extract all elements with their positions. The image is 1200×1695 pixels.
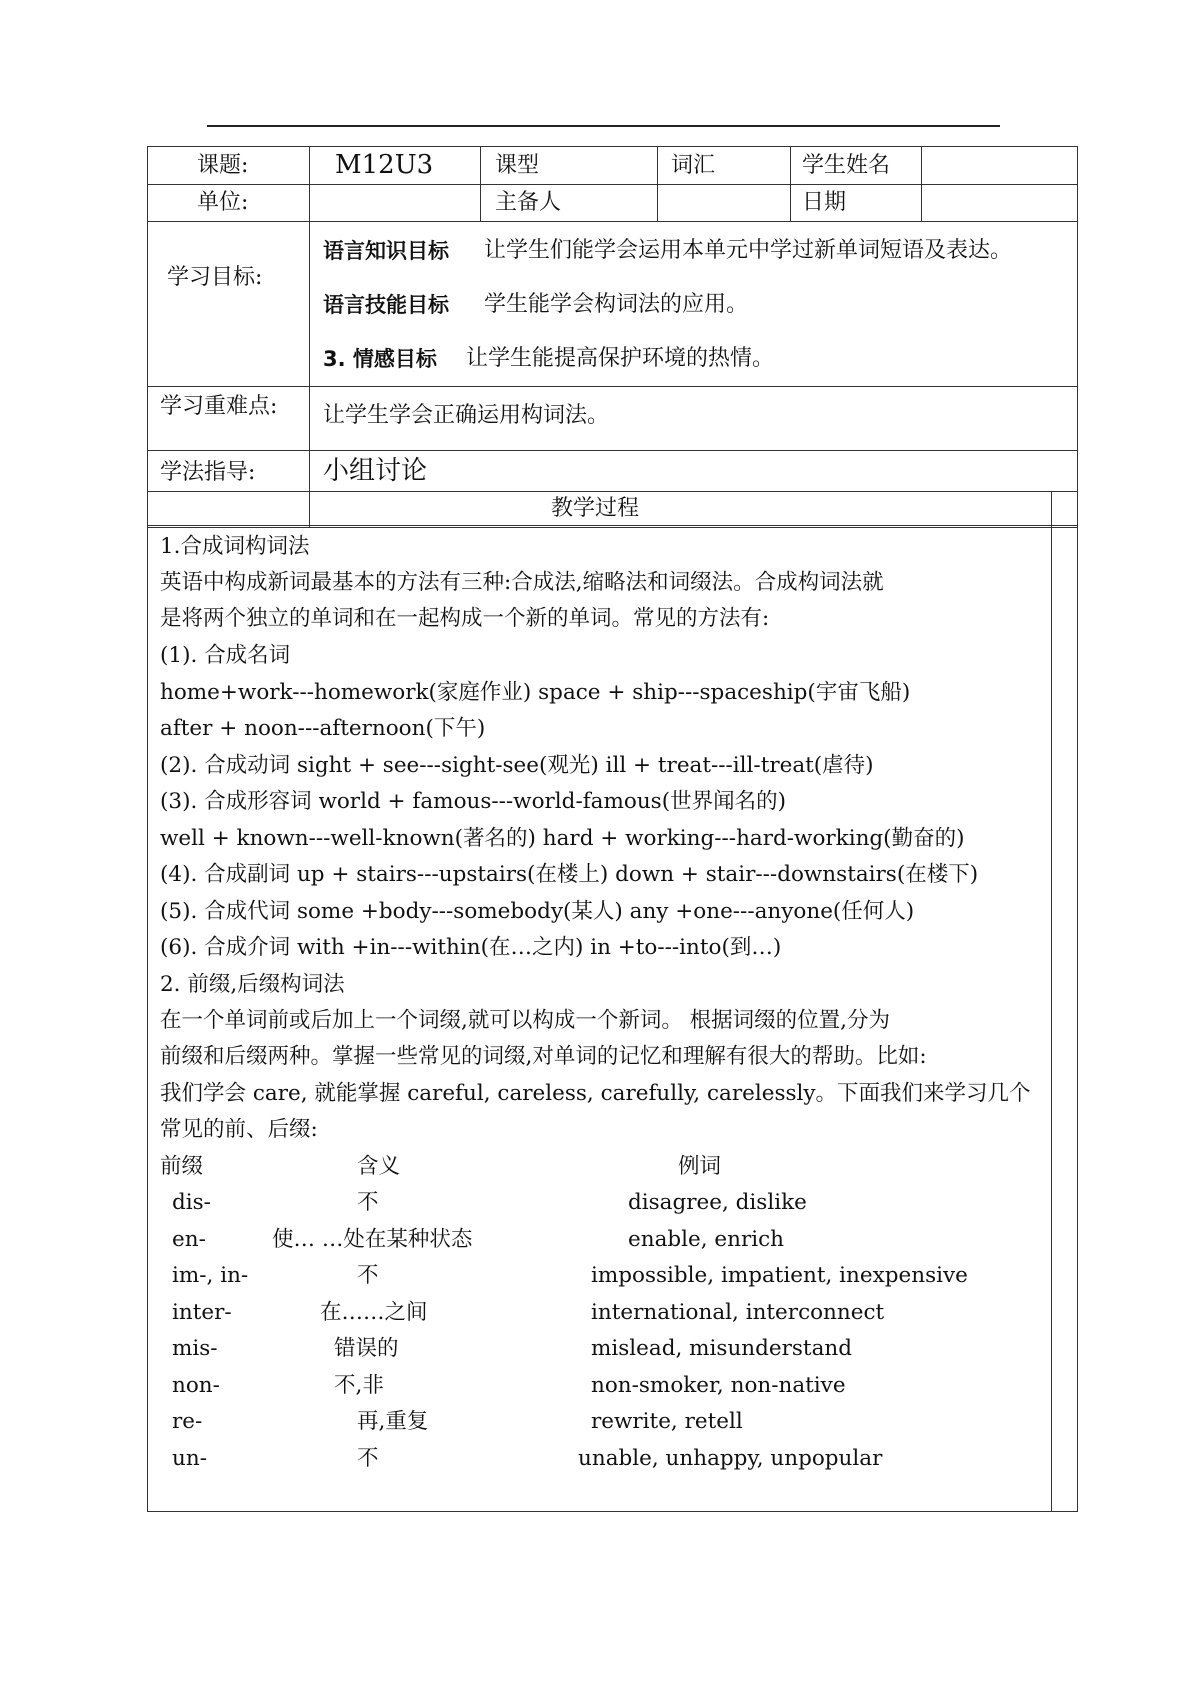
meaning-cell: 在……之间 xyxy=(320,1300,428,1325)
process-line: 前缀和后缀两种。掌握一些常见的词缀,对单词的记忆和理解有很大的帮助。比如: xyxy=(160,1044,927,1069)
examples-cell: rewrite, retell xyxy=(591,1409,743,1434)
goal-text: 学生能学会构词法的应用。 xyxy=(484,292,749,317)
process-line: (4). 合成副词 up + stairs---upstairs(在楼上) down + stair---downstairs(在楼下) xyxy=(160,862,979,887)
process-line: (6). 合成介词 with +in---within(在…之内) in +to---into(到…) xyxy=(160,935,782,960)
prefix-cell: inter- xyxy=(172,1300,232,1325)
process-line: (5). 合成代词 some +body---somebody(某人) any +one---anyone(任何人) xyxy=(160,899,915,924)
process-title: 教学过程 xyxy=(551,496,640,521)
student-name-label: 学生姓名 xyxy=(802,153,891,178)
meaning-cell: 不,非 xyxy=(334,1373,384,1398)
date-label: 日期 xyxy=(802,190,847,215)
prefix-cell: im-, in- xyxy=(172,1263,249,1288)
meaning-cell: 不 xyxy=(357,1263,379,1288)
goal-text: 让学生能提高保护环境的热情。 xyxy=(466,346,775,371)
process-line: 英语中构成新词最基本的方法有三种:合成法,缩略法和词缀法。合成构词法就 xyxy=(160,570,884,595)
process-line: well + known---well-known(著名的) hard + working---hard-working(勤奋的) xyxy=(160,826,965,851)
type-value: 词汇 xyxy=(671,153,716,178)
examples-col-header: 例词 xyxy=(678,1154,722,1179)
method-label: 学法指导: xyxy=(160,460,256,485)
prefix-col-header: 前缀 xyxy=(160,1154,204,1179)
examples-cell: mislead, misunderstand xyxy=(591,1336,853,1361)
meaning-cell: 使… …处在某种状态 xyxy=(272,1227,473,1252)
examples-cell: non-smoker, non-native xyxy=(591,1373,846,1398)
goal-title: 3. 情感目标 xyxy=(323,347,437,371)
course-value: M12U3 xyxy=(335,150,434,180)
prefix-cell: dis- xyxy=(172,1190,211,1215)
goal-title: 语言知识目标 xyxy=(323,239,449,263)
process-line: home+work---homework(家庭作业) space + ship---spaceship(宇宙飞船) xyxy=(160,680,911,705)
examples-cell: disagree, dislike xyxy=(628,1190,807,1215)
prefix-cell: en- xyxy=(172,1227,206,1252)
process-line: 是将两个独立的单词和在一起构成一个新的单词。常见的方法有: xyxy=(160,606,770,631)
meaning-col-header: 含义 xyxy=(357,1154,401,1179)
process-line: 我们学会 care, 就能掌握 careful, careless, carefully, carelessly。下面我们来学习几个 xyxy=(160,1081,1031,1106)
preparer-label: 主备人 xyxy=(495,190,562,215)
key-points-text: 让学生学会正确运用构词法。 xyxy=(323,403,610,428)
meaning-cell: 不 xyxy=(357,1190,379,1215)
prefix-cell: non- xyxy=(172,1373,220,1398)
process-line: (3). 合成形容词 world + famous---world-famous(世界闻名的) xyxy=(160,789,786,814)
process-line: 2. 前缀,后缀构词法 xyxy=(160,972,345,997)
examples-cell: international, interconnect xyxy=(591,1300,885,1325)
meaning-cell: 错误的 xyxy=(334,1336,399,1361)
meaning-cell: 再,重复 xyxy=(357,1409,429,1434)
prefix-cell: un- xyxy=(172,1446,207,1471)
goal-text: 让学生们能学会运用本单元中学过新单词短语及表达。 xyxy=(484,238,1013,263)
process-line: (1). 合成名词 xyxy=(160,643,291,668)
process-line: 常见的前、后缀: xyxy=(160,1117,318,1142)
goals-label: 学习目标: xyxy=(167,265,263,290)
course-label: 课题: xyxy=(197,153,249,178)
header-rule xyxy=(207,125,1000,127)
unit-label: 单位: xyxy=(197,190,249,215)
examples-cell: unable, unhappy, unpopular xyxy=(578,1446,883,1471)
goal-title: 语言技能目标 xyxy=(323,293,449,317)
process-line: 在一个单词前或后加上一个词缀,就可以构成一个新词。 根据词缀的位置,分为 xyxy=(160,1008,891,1033)
examples-cell: impossible, impatient, inexpensive xyxy=(591,1263,968,1288)
process-line: 1.合成词构词法 xyxy=(160,534,310,559)
examples-cell: enable, enrich xyxy=(628,1227,785,1252)
prefix-cell: re- xyxy=(172,1409,203,1434)
process-line: (2). 合成动词 sight + see---sight-see(观光) ill + treat---ill-treat(虐待) xyxy=(160,753,874,778)
type-label: 课型 xyxy=(495,153,540,178)
process-line: after + noon---afternoon(下午) xyxy=(160,716,486,741)
key-points-label: 学习重难点: xyxy=(160,394,278,419)
method-text: 小组讨论 xyxy=(323,456,428,486)
prefix-cell: mis- xyxy=(172,1336,218,1361)
meaning-cell: 不 xyxy=(357,1446,379,1471)
